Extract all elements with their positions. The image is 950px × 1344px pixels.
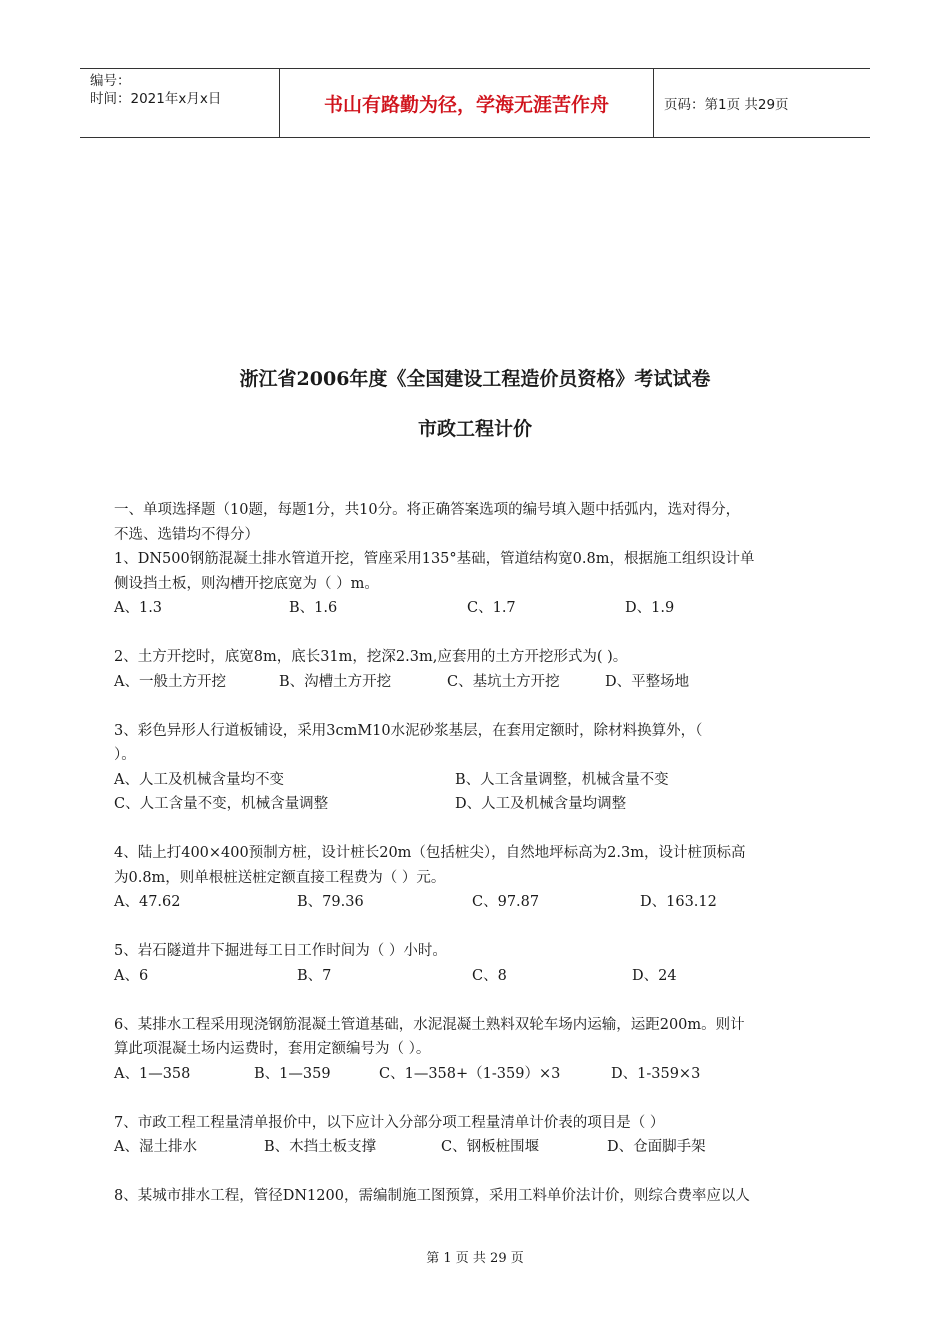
option-d: D、平整场地 bbox=[605, 673, 690, 690]
option-b: B、79.36 bbox=[297, 894, 364, 910]
option-a: A、人工及机械含量均不变 bbox=[114, 771, 284, 788]
option-c: C、基坑土方开挖 bbox=[447, 673, 560, 690]
option-d: D、仓面脚手架 bbox=[607, 1139, 706, 1155]
question-4-text: 4、陆上打400×400预制方桩，设计桩长20m（包括桩尖），自然地坪标高为2.3m，设计桩顶标高 bbox=[114, 845, 746, 861]
option-b: B、1—359 bbox=[254, 1065, 331, 1082]
question-3-text: 3、彩色异形人行道板铺设，采用3cmM10水泥砂浆基层，在套用定额时，除材料换算外，（ bbox=[114, 722, 703, 739]
question-3-options bbox=[114, 768, 840, 793]
option-c: C、钢板桩围堰 bbox=[441, 1139, 540, 1155]
option-b: B、7 bbox=[297, 967, 332, 984]
option-c: C、1.7 bbox=[467, 600, 516, 616]
document-subtitle: 市政工程计价 bbox=[417, 418, 532, 440]
header-page-info: 页码：第1页 共29页 bbox=[664, 97, 789, 113]
option-b: B、1.6 bbox=[289, 600, 338, 616]
header-motto: 书山有路勤为径，学海无涯苦作舟 bbox=[280, 69, 654, 137]
question-list bbox=[114, 547, 840, 1209]
code-label: 编号： bbox=[90, 73, 131, 89]
spacer bbox=[114, 1160, 840, 1185]
option-d: D、1.9 bbox=[625, 600, 675, 616]
question-4-text: 为0.8m，则单根桩送桩定额直接工程费为（ ）元。 bbox=[114, 869, 446, 886]
option-a: A、一般土方开挖 bbox=[114, 673, 226, 690]
question-6-options bbox=[114, 1062, 840, 1087]
spacer bbox=[114, 817, 840, 842]
section-heading-line1: 一、单项选择题（10题，每题1分，共10分。将正确答案选项的编号填入题中括弧内，选对得分， bbox=[114, 502, 741, 518]
option-b: B、木挡土板支撑 bbox=[264, 1139, 377, 1155]
question-7-options bbox=[114, 1135, 840, 1160]
question-4-options bbox=[114, 890, 840, 915]
question-5-options bbox=[114, 964, 840, 989]
spacer bbox=[114, 915, 840, 940]
question-8-text: 8、某城市排水工程，管径DN1200，需编制施工图预算，采用工料单价法计价，则综合费率应以人 bbox=[114, 1188, 750, 1204]
time-label: 时间：2021年x月x日 bbox=[90, 91, 222, 107]
question-2-options bbox=[114, 670, 840, 695]
page-header bbox=[80, 68, 870, 138]
question-3-options bbox=[114, 792, 840, 817]
option-d: D、人工及机械含量均调整 bbox=[455, 796, 627, 812]
option-c: C、97.87 bbox=[472, 894, 540, 910]
question-1-options bbox=[114, 596, 840, 621]
option-b: B、人工含量调整，机械含量不变 bbox=[455, 771, 669, 788]
option-b: B、沟槽土方开挖 bbox=[279, 673, 392, 690]
option-d: D、163.12 bbox=[640, 894, 717, 910]
option-a: A、47.62 bbox=[114, 894, 181, 910]
spacer bbox=[114, 1086, 840, 1111]
question-1-text: 1、DN500钢筋混凝土排水管道开挖，管座采用135°基础，管道结构宽0.8m，根据施工组织设计单 bbox=[114, 551, 755, 567]
question-3-text: ）。 bbox=[114, 747, 136, 763]
question-6-text: 算此项混凝土场内运费时，套用定额编号为（ ）。 bbox=[114, 1041, 431, 1057]
question-6-text: 6、某排水工程采用现浇钢筋混凝土管道基础，水泥混凝土熟料双轮车场内运输，运距200m。则计 bbox=[114, 1016, 745, 1033]
option-c: C、1—358+（1-359）×3 bbox=[379, 1065, 561, 1082]
question-7-text: 7、市政工程工程量清单报价中，以下应计入分部分项工程量清单计价表的项目是（ ） bbox=[114, 1114, 665, 1131]
option-c: C、人工含量不变，机械含量调整 bbox=[114, 796, 329, 812]
option-a: A、湿土排水 bbox=[114, 1139, 197, 1155]
option-a: A、6 bbox=[114, 967, 149, 984]
spacer bbox=[114, 694, 840, 719]
option-d: D、1-359×3 bbox=[611, 1065, 701, 1082]
header-meta bbox=[80, 69, 280, 137]
exam-content bbox=[114, 498, 840, 1209]
question-1-text: 侧设挡土板，则沟槽开挖底宽为（ ）m。 bbox=[114, 575, 379, 592]
option-c: C、8 bbox=[472, 967, 507, 984]
question-2-text: 2、土方开挖时，底宽8m，底长31m，挖深2.3m,应套用的土方开挖形式为( )。 bbox=[114, 649, 628, 665]
spacer bbox=[114, 621, 840, 646]
document-title: 浙江省2006年度《全国建设工程造价员资格》考试试卷 bbox=[239, 368, 711, 390]
spacer bbox=[114, 988, 840, 1013]
option-a: A、1—358 bbox=[114, 1065, 191, 1082]
section-heading-line2: 不选、选错均不得分） bbox=[114, 526, 259, 543]
option-d: D、24 bbox=[632, 967, 677, 984]
option-a: A、1.3 bbox=[114, 600, 163, 616]
question-5-text: 5、岩石隧道井下掘进每工日工作时间为（ ）小时。 bbox=[114, 943, 447, 959]
page-footer: 第 1 页 共 29 页 bbox=[426, 1251, 524, 1266]
